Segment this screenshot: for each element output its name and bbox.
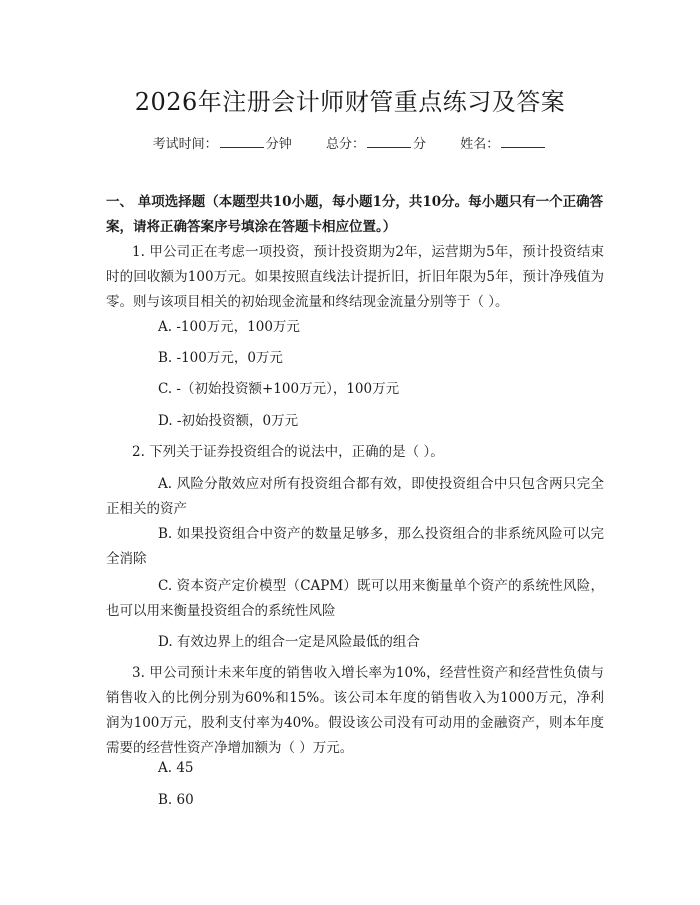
score-unit: 分 — [413, 137, 427, 152]
question-2-stem: 2. 下列关于证券投资组合的说法中，正确的是（ ）。 — [132, 444, 444, 460]
question-1-option-c: C. -（初始投资额+100万元），100万元 — [158, 381, 400, 397]
question-2-option-b: B. 如果投资组合中资产的数量足够多，那么投资组合的非系统风险可以完全消除 — [106, 526, 604, 567]
question-3-stem: 3. 甲公司预计未来年度的销售收入增长率为10%，经营性资产和经营性负债与销售收入的比例分别为60%和15%。该公司本年度的销售收入为1000万元，净利润为100万元，股利支付率为40%。假设该公司没有可动用的金融资产，则本年度需要的经营性资产净增加额为（ ）万元。 — [106, 665, 604, 756]
question-2-option-d: D. 有效边界上的组合一定是风险最低的组合 — [158, 634, 420, 650]
question-1-option-a: A. -100万元，100万元 — [158, 319, 300, 335]
question-1-option-b: B. -100万元，0万元 — [158, 350, 283, 366]
question-3-option-a: A. 45 — [158, 760, 194, 776]
score-blank — [367, 136, 411, 148]
name-blank — [501, 136, 545, 148]
question-1-option-d: D. -初始投资额，0万元 — [158, 413, 299, 429]
question-1-stem: 1. 甲公司正在考虑一项投资，预计投资期为2年，运营期为5年，预计投资结束时的回收额为100万元。如果按照直线法计提折旧，折旧年限为5年，预计净残值为零。则与该项目相关的初始现金流量和终结现金流量分别等于（ ）。 — [106, 244, 604, 310]
question-3-option-b: B. 60 — [158, 792, 194, 808]
question-2-option-a: A. 风险分散效应对所有投资组合都有效，即使投资组合中只包含两只完全正相关的资产 — [106, 476, 604, 517]
exam-meta-line — [0, 133, 700, 152]
section-heading: 一、 单项选择题（本题型共10小题，每小题1分，共10分。每小题只有一个正确答案，请将正确答案序号填涂在答题卡相应位置。） — [106, 194, 604, 235]
score-label: 总分： — [325, 137, 365, 152]
time-unit: 分钟 — [265, 137, 292, 152]
time-blank — [220, 136, 264, 148]
question-2-option-c: C. 资本资产定价模型（CAPM）既可以用来衡量单个资产的系统性风险，也可以用来衡量投资组合的系统性风险 — [106, 578, 604, 619]
time-label: 考试时间： — [152, 137, 218, 152]
name-label: 姓名： — [460, 137, 500, 152]
page-title: 2026年注册会计师财管重点练习及答案 — [134, 88, 566, 116]
